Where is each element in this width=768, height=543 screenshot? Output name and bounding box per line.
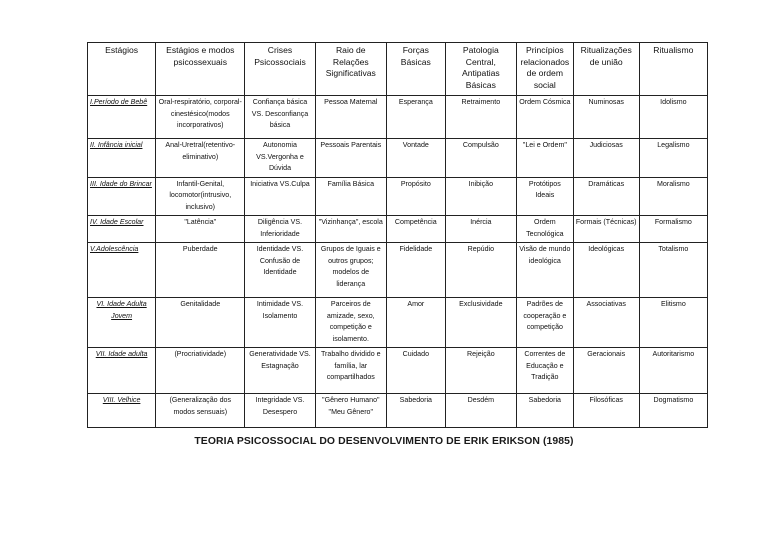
table-row — [88, 177, 708, 216]
table-cell: Propósito — [386, 177, 445, 216]
column-header: Crises Psicossociais — [245, 43, 315, 96]
column-header: Ritualizações de união — [573, 43, 639, 96]
table-cell: Competência — [386, 216, 445, 243]
table-row — [88, 298, 708, 348]
table-cell: Dramáticas — [573, 177, 639, 216]
table-header-row — [88, 43, 708, 96]
table-cell: (Procriatividade) — [156, 348, 245, 394]
table-cell: Diligência VS. Inferioridade — [245, 216, 315, 243]
table-cell: Geracionais — [573, 348, 639, 394]
table-cell: Confiança básica VS. Desconfiança básica — [245, 96, 315, 139]
table-cell: Esperança — [386, 96, 445, 139]
table-cell: Judiciosas — [573, 139, 639, 178]
table-cell: Trabalho dividido e família, lar compartilhados — [315, 348, 386, 394]
table-cell: Dogmatismo — [639, 394, 707, 428]
table-cell: Anal-Uretral(retentivo-eliminativo) — [156, 139, 245, 178]
table-cell: Idolismo — [639, 96, 707, 139]
table-cell: Ideológicas — [573, 243, 639, 298]
table-cell: "Lei e Ordem" — [517, 139, 574, 178]
table-cell: Cuidado — [386, 348, 445, 394]
column-header: Patologia Central, Antipatias Básicas — [445, 43, 516, 96]
stage-cell: III. Idade do Brincar — [88, 177, 156, 216]
table-cell: Autonomia VS.Vergonha e Dúvida — [245, 139, 315, 178]
table-cell: Associativas — [573, 298, 639, 348]
table-cell: Formais (Técnicas) — [573, 216, 639, 243]
stage-cell: I.Período de Bebê — [88, 96, 156, 139]
stage-cell: VIII. Velhice — [88, 394, 156, 428]
table-cell: Desdém — [445, 394, 516, 428]
table-cell: (Generalização dos modos sensuais) — [156, 394, 245, 428]
table-cell: Pessoais Parentais — [315, 139, 386, 178]
table-cell: Numinosas — [573, 96, 639, 139]
table-cell: Padrões de cooperação e competição — [517, 298, 574, 348]
column-header: Ritualismo — [639, 43, 707, 96]
table-cell: Sabedoria — [517, 394, 574, 428]
stage-cell: VII. Idade adulta — [88, 348, 156, 394]
table-row — [88, 216, 708, 243]
table-cell: Infantil-Genital, locomotor(intrusivo, inclusivo) — [156, 177, 245, 216]
table-cell: Inércia — [445, 216, 516, 243]
table-cell: Legalismo — [639, 139, 707, 178]
table-cell: Formalismo — [639, 216, 707, 243]
table-cell: Generatividade VS. Estagnação — [245, 348, 315, 394]
stage-cell: II. Infância inicial — [88, 139, 156, 178]
table-cell: Rejeição — [445, 348, 516, 394]
table-cell: Família Básica — [315, 177, 386, 216]
table-cell: Fidelidade — [386, 243, 445, 298]
table-cell: Pessoa Maternal — [315, 96, 386, 139]
column-header: Estágios — [88, 43, 156, 96]
stage-cell: IV. Idade Escolar — [88, 216, 156, 243]
table-cell: "Latência" — [156, 216, 245, 243]
table-cell: Protótipos Ideais — [517, 177, 574, 216]
table-cell: Filosóficas — [573, 394, 639, 428]
table-row — [88, 348, 708, 394]
table-cell: Ordem Tecnológica — [517, 216, 574, 243]
table-row — [88, 139, 708, 178]
erikson-stages-table — [87, 42, 708, 428]
table-cell: "Vizinhança", escola — [315, 216, 386, 243]
stage-cell: VI. Idade Adulta Jovem — [88, 298, 156, 348]
table-cell: Amor — [386, 298, 445, 348]
table-cell: Moralismo — [639, 177, 707, 216]
table-row — [88, 96, 708, 139]
table-cell: Grupos de Iguais e outros grupos; modelos de liderança — [315, 243, 386, 298]
table-cell: Identidade VS. Confusão de Identidade — [245, 243, 315, 298]
table-cell: Sabedoria — [386, 394, 445, 428]
table-cell: Parceiros de amizade, sexo, competição e isolamento. — [315, 298, 386, 348]
column-header: Raio de Relações Significativas — [315, 43, 386, 96]
table-cell: Vontade — [386, 139, 445, 178]
table-row — [88, 394, 708, 428]
table-cell: Oral-respiratório, corporal-cinestésico(modos incorporativos) — [156, 96, 245, 139]
table-cell: Repúdio — [445, 243, 516, 298]
table-cell: Puberdade — [156, 243, 245, 298]
table-cell: Integridade VS. Desespero — [245, 394, 315, 428]
table-cell: Totalismo — [639, 243, 707, 298]
table-cell: Intimidade VS. Isolamento — [245, 298, 315, 348]
table-cell: Autoritarismo — [639, 348, 707, 394]
stage-cell: V.Adolescência — [88, 243, 156, 298]
table-cell: Ordem Cósmica — [517, 96, 574, 139]
column-header: Princípios relacionados de ordem social — [517, 43, 574, 96]
table-cell: Exclusividade — [445, 298, 516, 348]
document-title: TEORIA PSICOSSOCIAL DO DESENVOLVIMENTO DE ERIK ERIKSON (1985) — [194, 436, 574, 447]
column-header: Forças Básicas — [386, 43, 445, 96]
column-header: Estágios e modos psicossexuais — [156, 43, 245, 96]
table-cell: Compulsão — [445, 139, 516, 178]
table-cell: Correntes de Educação e Tradição — [517, 348, 574, 394]
table-cell: Retraimento — [445, 96, 516, 139]
table-cell: "Gênero Humano" "Meu Gênero" — [315, 394, 386, 428]
table-cell: Iniciativa VS.Culpa — [245, 177, 315, 216]
table-cell: Visão de mundo ideológica — [517, 243, 574, 298]
table-cell: Inibição — [445, 177, 516, 216]
table-row — [88, 243, 708, 298]
table-cell: Genitalidade — [156, 298, 245, 348]
table-cell: Elitismo — [639, 298, 707, 348]
